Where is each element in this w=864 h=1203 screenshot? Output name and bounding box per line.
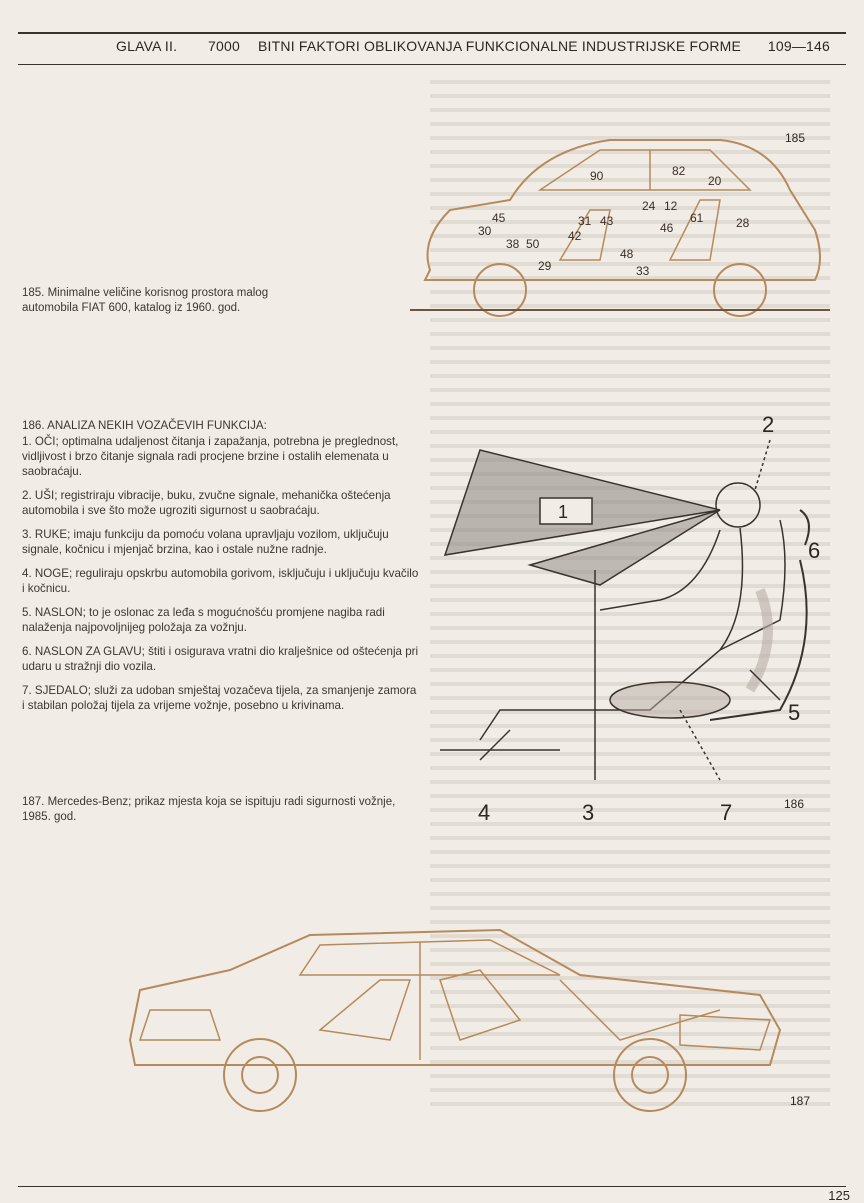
dim-label: 31 <box>578 214 592 228</box>
function-item: 3. RUKE; imaju funkciju da pomoću volana upravljaju vozilom, uključuju signale, kočnicu i mjenjač brzina, kao i ostale nužne radnje. <box>22 528 389 556</box>
function-item: 1. OČI; optimalna udaljenost čitanja i zapažanja, potrebna je preglednost, vidljivost i brzo čitanje signala radi procjene brzine i ostalih elemenata u saobraćaju. <box>22 435 399 478</box>
callout-5: 5 <box>788 700 801 725</box>
page-range: 109—146 <box>767 38 830 54</box>
function-item: 7. SJEDALO; služi za udoban smještaj vozačeva tijela, za smanjenje zamora i stabilan položaj tijela za vrijeme vožnje, posebno u krivinama. <box>22 684 417 712</box>
dim-label: 90 <box>590 169 604 183</box>
figure-number: 185 <box>785 131 806 145</box>
dim-label: 28 <box>736 216 750 230</box>
dim-label: 50 <box>526 237 540 251</box>
page-number: 125 <box>828 1188 850 1203</box>
dim-label: 46 <box>660 221 674 235</box>
dim-label: 38 <box>506 237 520 251</box>
figure-186-driver-functions-diagram <box>420 410 840 830</box>
callout-2: 2 <box>762 412 775 437</box>
callout-1: 1 <box>558 502 569 522</box>
dim-label: 42 <box>568 229 582 243</box>
dim-label: 48 <box>620 247 634 261</box>
running-header <box>18 32 846 65</box>
dim-label: 43 <box>600 214 614 228</box>
function-item: 5. NASLON; to je oslonac za leđa s mogućnošću promjene nagiba radi nalaženja najpovoljnijeg položaja za vožnju. <box>22 606 385 634</box>
page-footer-rule <box>18 1186 846 1187</box>
dim-label: 24 <box>642 199 656 213</box>
dim-label: 20 <box>708 174 722 188</box>
dim-label: 61 <box>690 211 704 225</box>
callout-3: 3 <box>582 800 595 825</box>
callout-7: 7 <box>720 800 733 825</box>
functions-heading: 186. ANALIZA NEKIH VOZAČEVIH FUNKCIJA: <box>22 419 267 432</box>
driver-functions-list <box>22 418 422 722</box>
figure-185-fiat600-diagram <box>410 130 830 320</box>
callout-6: 6 <box>808 538 821 563</box>
figure-187-mercedes-diagram <box>120 920 790 1120</box>
dim-label: 12 <box>664 199 678 213</box>
function-item: 4. NOGE; reguliraju opskrbu automobila gorivom, isključuju i uključuju kvačilo i kočnicu. <box>22 567 419 595</box>
chapter-label: GLAVA II. <box>116 38 178 54</box>
dim-label: 29 <box>538 259 552 273</box>
dim-label: 33 <box>636 264 650 278</box>
figure-number: 186 <box>784 797 805 811</box>
figure-185-caption: 185. Minimalne veličine korisnog prostora malog automobila FIAT 600, katalog iz 1960. god. <box>22 287 269 314</box>
dim-label: 82 <box>672 164 686 178</box>
chapter-title: BITNI FAKTORI OBLIKOVANJA FUNKCIONALNE INDUSTRIJSKE FORME <box>258 38 742 54</box>
function-item: 6. NASLON ZA GLAVU; štiti i osigurava vratni dio kralješnice od oštećenja pri udaru u stražnji dio vozila. <box>22 645 419 673</box>
chapter-code: 7000 <box>208 38 240 54</box>
dim-label: 30 <box>478 224 492 238</box>
figure-187-caption: 187. Mercedes-Benz; prikaz mjesta koja se ispituju radi sigurnosti vožnje, 1985. god. <box>22 796 396 823</box>
function-item: 2. UŠI; registriraju vibracije, buku, zvučne signale, mehanička oštećenja automobila i sve što može ugroziti sigurnost u saobraćaju. <box>22 489 391 517</box>
callout-4: 4 <box>478 800 491 825</box>
figure-number: 187 <box>790 1094 811 1108</box>
dim-label: 45 <box>492 211 506 225</box>
